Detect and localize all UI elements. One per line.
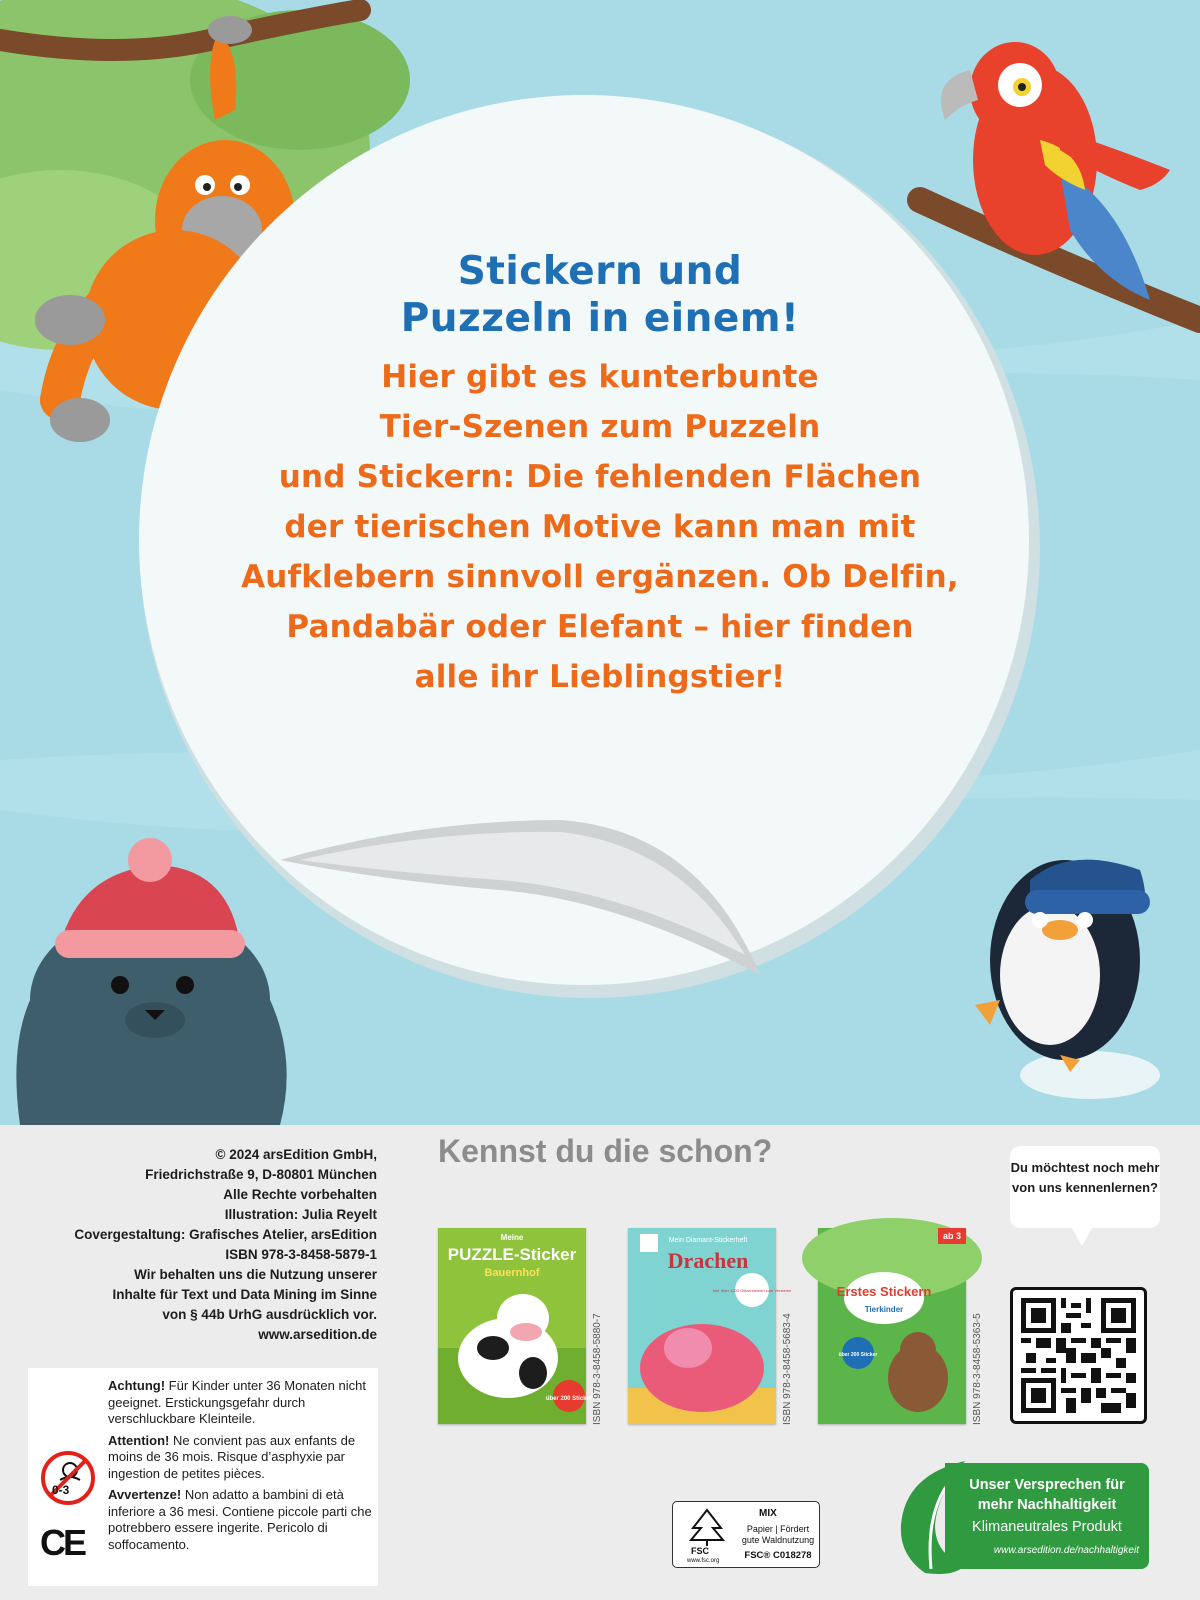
imprint-line: Covergestaltung: Grafisches Atelier, arsEdition: [74, 1227, 377, 1242]
blurb-heading: [200, 248, 1000, 342]
blurb-text: [200, 248, 1000, 702]
warning-de: Achtung! Für Kinder unter 36 Monaten nicht geeignet. Erstickungsgefahr durch verschluckbare Kleinteile.: [108, 1378, 366, 1426]
blurb-body-line: der tierischen Motive kann man mit: [284, 509, 916, 545]
svg-text:Mein Diamant-Stickerheft: Mein Diamant-Stickerheft: [668, 1237, 748, 1244]
svg-text:PUZZLE-Sticker: PUZZLE-Sticker: [447, 1245, 577, 1264]
eco-line: Klimaneutrales Produkt: [972, 1519, 1122, 1535]
age-warning-label: 0-3: [52, 1483, 70, 1497]
imprint: [17, 1145, 377, 1345]
eco-line: mehr Nachhaltigkeit: [977, 1497, 1117, 1513]
imprint-line: Wir behalten uns die Nutzung unserer: [134, 1267, 377, 1282]
imprint-line: Inhalte für Text und Data Mining im Sinne: [112, 1287, 377, 1302]
blurb-body-line: Aufklebern sinnvoll ergänzen. Ob Delfin,: [241, 559, 959, 595]
eco-line: Unser Versprechen für: [969, 1477, 1125, 1493]
warning-it: Avvertenze! Non adatto a bambini di età inferiore a 36 mesi. Contiene piccole parti che potrebbero essere ingerite. Pericolo di soffocamento.: [108, 1487, 372, 1552]
blurb-body: [200, 352, 1000, 702]
ce-mark: CE: [40, 1522, 85, 1563]
publisher-website-link[interactable]: www.arsedition.de: [258, 1327, 377, 1342]
blurb-body-line: alle ihr Lieblingstier!: [414, 659, 786, 695]
svg-text:Erstes Stickern: Erstes Stickern: [836, 1284, 932, 1299]
svg-text:Meine: Meine: [500, 1233, 524, 1242]
blurb-body-line: und Stickern: Die fehlenden Flächen: [278, 459, 922, 495]
book-isbn: ISBN 978-3-8458-5363-5: [972, 1313, 983, 1425]
svg-text:inkl. über 1200 Glitzersteinen: inkl. über 1200 Glitzersteinen zum Verzieren: [712, 1288, 792, 1293]
svg-text:Drachen: Drachen: [667, 1248, 749, 1273]
svg-text:über 200 Sticker: über 200 Sticker: [838, 1352, 878, 1358]
blurb-heading-line: Stickern und: [457, 249, 743, 294]
fsc-logo-text: FSC: [691, 1546, 709, 1556]
blurb-body-line: Hier gibt es kunterbunte: [381, 359, 819, 395]
svg-text:über 200 Sticker: über 200 Sticker: [545, 1396, 593, 1402]
back-cover-panel: [0, 1125, 1200, 1600]
qr-speech-bubble: Du möchtest noch mehr von uns kennenlernen?: [1010, 1146, 1160, 1228]
book-isbn: ISBN 978-3-8458-5880-7: [592, 1313, 603, 1425]
book-cover-puzzle-sticker[interactable]: [438, 1228, 593, 1424]
warning-text: [108, 1378, 374, 1558]
blurb-heading-line: Puzzeln in einem!: [400, 296, 800, 341]
qr-code-icon[interactable]: [1010, 1287, 1147, 1424]
blurb-body-line: Pandabär oder Elefant – hier finden: [286, 609, 914, 645]
svg-text:Bauernhof: Bauernhof: [484, 1267, 540, 1279]
sustainability-badge: [895, 1463, 1149, 1569]
fsc-description: Papier | Fördert gute Waldnutzung: [741, 1524, 815, 1545]
svg-text:Tierkinder: Tierkinder: [864, 1305, 904, 1314]
fsc-label: [672, 1501, 820, 1568]
fsc-url: www.fsc.org: [687, 1558, 720, 1564]
fsc-mix: MIX: [759, 1508, 777, 1519]
imprint-line: von § 44b UrhG ausdrücklich vor.: [162, 1307, 377, 1322]
safety-warning: [28, 1368, 378, 1586]
imprint-isbn: ISBN 978-3-8458-5879-1: [225, 1247, 377, 1262]
svg-text:ab 3: ab 3: [942, 1231, 962, 1241]
book-isbn: ISBN 978-3-8458-5683-4: [782, 1313, 793, 1425]
fsc-code: FSC® C018278: [744, 1550, 812, 1561]
imprint-line: Friedrichstraße 9, D-80801 München: [145, 1167, 377, 1182]
imprint-line: Alle Rechte vorbehalten: [223, 1187, 377, 1202]
book-cover-erstes-stickern[interactable]: [818, 1228, 966, 1424]
blurb-body-line: Tier-Szenen zum Puzzeln: [379, 409, 821, 445]
age-warning-icon: [40, 1450, 96, 1510]
warning-fr: Attention! Ne convient pas aux enfants de moins de 36 mois. Risque d’asphyxie par ingestion de petites pièces.: [108, 1432, 356, 1481]
imprint-line: Illustration: Julia Reyelt: [224, 1207, 377, 1222]
fsc-tree-icon: [687, 1508, 727, 1546]
promo-title: Kennst du die schon?: [438, 1133, 773, 1169]
sustainability-link[interactable]: www.arsedition.de/nachhaltigkeit: [993, 1545, 1139, 1556]
imprint-line: © 2024 arsEdition GmbH,: [215, 1147, 377, 1162]
sustainability-box: [945, 1463, 1149, 1569]
